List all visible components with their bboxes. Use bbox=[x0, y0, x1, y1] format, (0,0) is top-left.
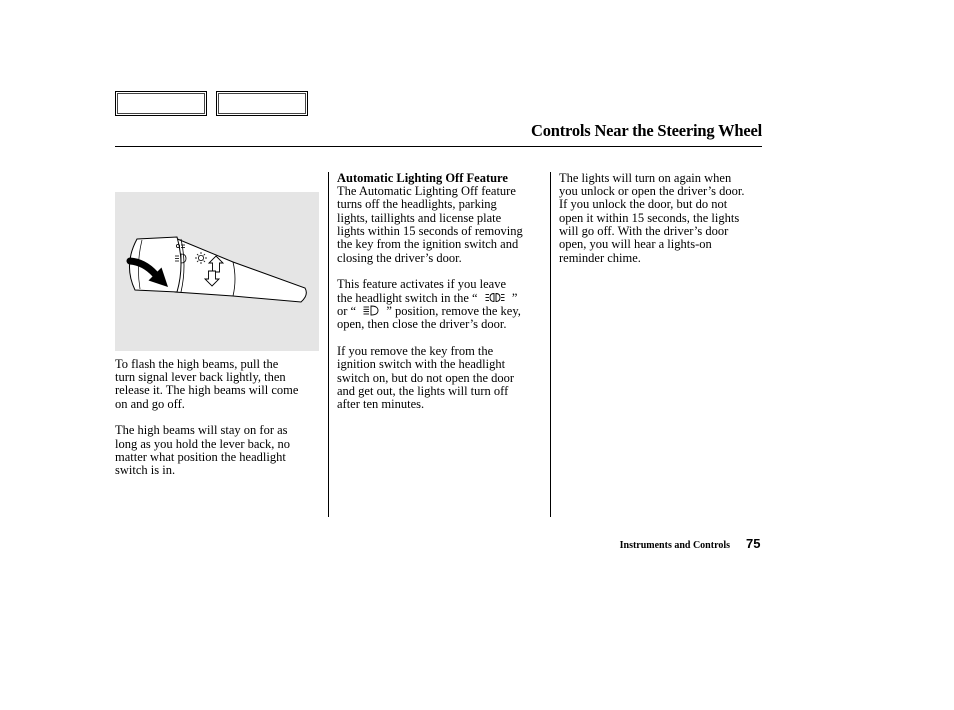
text-line: To flash the high beams, pull the bbox=[115, 356, 279, 371]
text-line: the key from the ignition switch and bbox=[337, 237, 519, 252]
text-line: will go off. With the driver’s door bbox=[559, 223, 729, 238]
middle-column-paragraph bbox=[337, 278, 547, 331]
right-column-paragraph bbox=[559, 172, 769, 265]
left-column bbox=[115, 358, 325, 491]
text-segment: or “ bbox=[337, 303, 360, 318]
turn-signal-lever-figure bbox=[115, 192, 319, 351]
header-tab-box-1 bbox=[115, 91, 207, 116]
left-column-paragraph bbox=[115, 358, 325, 411]
text-line: The Automatic Lighting Off feature bbox=[337, 183, 516, 198]
text-line: lights within 15 seconds of removing bbox=[337, 223, 523, 238]
text-line: after ten minutes. bbox=[337, 397, 425, 412]
text-line: open, you will hear a lights-on bbox=[559, 237, 712, 252]
middle-column bbox=[337, 172, 547, 426]
middle-column-paragraph bbox=[337, 345, 547, 412]
lever-stalk bbox=[175, 238, 306, 302]
text-line: This feature activates if you leave bbox=[337, 277, 507, 292]
text-line: If you unlock the door, but do not bbox=[559, 197, 728, 212]
text-segment: ” position, remove the key, bbox=[383, 303, 521, 318]
footer-section-title: Instruments and Controls bbox=[619, 540, 730, 551]
text-line: long as you hold the lever back, no bbox=[115, 436, 290, 451]
text-line: on and go off. bbox=[115, 396, 185, 411]
turn-signal-lever-illustration bbox=[115, 192, 319, 351]
text-line: If you remove the key from the bbox=[337, 343, 494, 358]
title-rule bbox=[115, 146, 762, 147]
text-line: open, then close the driver’s door. bbox=[337, 317, 507, 332]
column-divider-1 bbox=[328, 172, 329, 517]
text-line: matter what position the headlight bbox=[115, 449, 286, 464]
section-heading: Automatic Lighting Off Feature bbox=[337, 170, 508, 185]
text-line: The high beams will stay on for as bbox=[115, 423, 288, 438]
text-line: open it within 15 seconds, the lights bbox=[559, 210, 740, 225]
text-line: switch on, but do not open the door bbox=[337, 370, 515, 385]
right-column bbox=[559, 172, 769, 279]
text-line: The lights will turn on again when bbox=[559, 170, 732, 185]
text-line bbox=[337, 292, 547, 305]
parking-lights-icon bbox=[485, 292, 505, 303]
page-number: 75 bbox=[746, 536, 761, 551]
text-line: turns off the headlights, parking bbox=[337, 197, 497, 212]
middle-column-paragraph bbox=[337, 185, 547, 265]
text-line: you unlock or open the driver’s door. bbox=[559, 183, 745, 198]
text-line: turn signal lever back lightly, then bbox=[115, 369, 286, 384]
text-line: release it. The high beams will come bbox=[115, 383, 299, 398]
column-divider-2 bbox=[550, 172, 551, 517]
text-line: and get out, the lights will turn off bbox=[337, 384, 509, 398]
text-line: ignition switch with the headlight bbox=[337, 357, 506, 372]
text-line: switch is in. bbox=[115, 463, 176, 478]
text-line: reminder chime. bbox=[559, 250, 641, 265]
text-line: lights, taillights and license plate bbox=[337, 210, 502, 225]
left-column-paragraph bbox=[115, 424, 325, 477]
header-tab-box-2 bbox=[216, 91, 308, 116]
text-line: closing the driver’s door. bbox=[337, 250, 462, 265]
page-title: Controls Near the Steering Wheel bbox=[531, 121, 762, 140]
text-line bbox=[337, 305, 547, 318]
text-segment: the headlight switch in the “ bbox=[337, 290, 481, 305]
text-segment: ” bbox=[508, 290, 518, 305]
headlights-icon bbox=[363, 305, 379, 316]
